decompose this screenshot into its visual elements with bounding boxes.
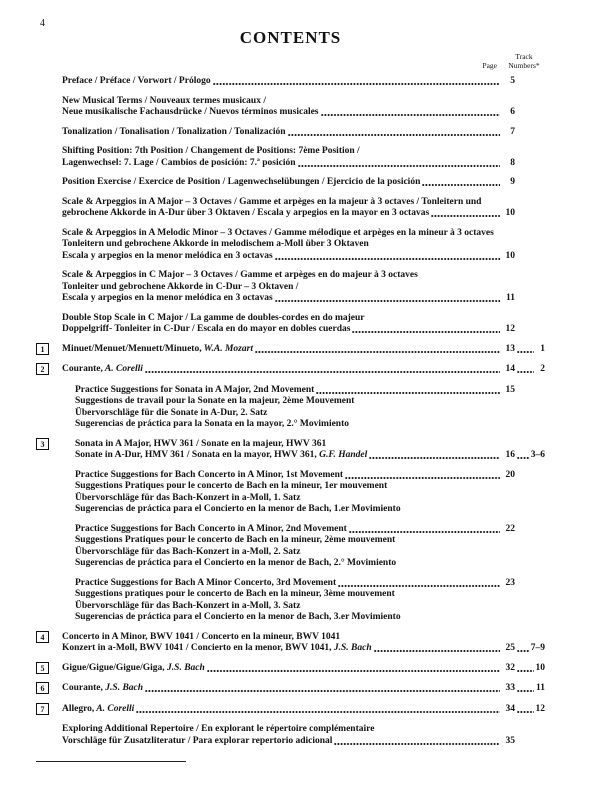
entry-text: gebrochene Akkorde in A-Dur über 3 Oktaven / Escala y arpegios en la mayor en 3 octavas <box>62 208 430 218</box>
entry-text: Practice Suggestions for Sonata in A Major, 2nd Movement <box>75 384 315 395</box>
entry-text: Lagenwechsel: 7. Lage / Cambios de posición: 7.ª posición <box>62 157 296 168</box>
dot-leader <box>352 330 500 334</box>
dot-leader <box>145 689 500 693</box>
entry-body <box>62 524 545 570</box>
entry-body <box>62 96 545 119</box>
dot-leader <box>207 669 500 673</box>
toc-line-with-page <box>62 736 545 748</box>
toc-line <box>62 96 545 108</box>
toc-line-with-page <box>62 76 545 88</box>
entry-text: Courante, <box>62 364 103 374</box>
dot-leader <box>275 299 500 303</box>
page-ref: 5 <box>510 76 515 86</box>
track-ref: 11 <box>536 683 545 693</box>
entry-text: Doppelgriff- Tonleiter in C-Dur / Escala en do mayor en dobles cuerdas <box>62 324 351 334</box>
entry-body <box>62 197 545 220</box>
entry-body <box>62 127 545 139</box>
entry-text: Neue musikalische Fachausdrücke / Nuevos términos musicales <box>62 107 319 117</box>
box-spacer <box>36 724 62 747</box>
dot-leader <box>145 370 500 374</box>
page-ref: 13 <box>505 343 515 354</box>
toc-entry <box>36 313 545 336</box>
entry-text: Suggestions Pratiques pour le concerto de Bach en la mineur, 2ème mouvement <box>75 535 396 545</box>
track-header-line2: Numbers* <box>508 61 540 70</box>
toc-line-with-page <box>75 470 545 482</box>
piece-number-box <box>36 344 62 357</box>
composer-name: J.S. Bach <box>164 662 205 673</box>
toc-line <box>75 481 545 493</box>
dot-leader <box>517 669 534 673</box>
toc-line-with-page <box>62 251 545 263</box>
track-ref: 3–6 <box>530 450 545 460</box>
box-spacer <box>36 313 62 336</box>
box-spacer <box>36 385 62 431</box>
page-ref: 11 <box>506 293 515 303</box>
toc-entry <box>36 632 545 655</box>
toc-line <box>62 197 545 209</box>
page-ref: 32 <box>505 662 515 673</box>
dot-leader <box>345 476 500 480</box>
toc-line <box>62 313 545 325</box>
box-spacer <box>36 177 62 189</box>
toc-entry <box>36 524 545 570</box>
dot-leader <box>213 82 500 86</box>
toc-line <box>75 493 545 505</box>
piece-number: 6 <box>36 682 49 694</box>
page-ref: 7 <box>510 126 515 137</box>
entry-text: Tonalization / Tonalisation / Tonalization / Tonalización <box>62 126 286 137</box>
entry-text: Practice Suggestions for Bach Concerto in A Minor, 1st Movement <box>75 469 344 480</box>
toc-line-with-page <box>75 524 545 536</box>
toc-line <box>75 396 545 408</box>
entry-text: Sonate in A-Dur, HMV 361 / Sonata en la mayor, HWV 361, <box>75 450 317 460</box>
entry-text: Übervorschläge für das Bach-Konzert in a-Moll, 2. Satz <box>75 546 301 557</box>
toc-entry <box>36 439 545 462</box>
page-ref: 33 <box>505 683 515 693</box>
page-title: CONTENTS <box>239 28 342 47</box>
toc-line-with-page <box>75 578 545 590</box>
track-ref: 7–9 <box>530 643 545 653</box>
entry-text: Übervorschläge für das Bach-Konzert in a-Moll, 3. Satz <box>75 600 301 611</box>
track-area <box>515 683 545 695</box>
toc-line <box>75 547 545 559</box>
box-spacer <box>36 578 62 624</box>
toc-line-with-page <box>62 364 545 376</box>
piece-number-box <box>36 632 62 655</box>
dot-leader <box>275 257 500 261</box>
entry-text: Escala y arpegios en la menor melódica en 3 octavas <box>62 250 273 261</box>
entry-text: Practice Suggestions for Bach A Minor Concerto, 3rd Movement <box>75 577 337 588</box>
entry-body <box>62 313 545 336</box>
entry-body <box>62 663 545 676</box>
toc-line <box>62 270 545 282</box>
entry-text: Sonata in A Major, HWV 361 / Sonate en la majeur, HWV 361 <box>75 438 327 449</box>
track-area <box>515 663 545 675</box>
dot-leader <box>338 584 500 588</box>
box-spacer <box>36 127 62 139</box>
dot-leader <box>517 649 530 653</box>
page-ref: 25 <box>505 643 515 653</box>
composer-name: J.S. Bach <box>331 643 372 653</box>
toc-line-with-page <box>62 663 545 675</box>
dot-leader <box>316 391 500 395</box>
piece-number-box <box>36 663 62 676</box>
toc-line <box>75 601 545 613</box>
toc-entry <box>36 578 545 624</box>
piece-number: 2 <box>36 363 49 375</box>
entry-text: Allegro, <box>62 703 95 714</box>
entry-text: Preface / Préface / Vorwort / Prólogo <box>62 76 211 86</box>
toc-line-with-page <box>62 683 545 695</box>
toc-line <box>75 408 545 420</box>
entry-text: Tonleiter und gebrochene Akkorde in C-Dur – 3 Oktaven / <box>62 281 299 292</box>
toc-entry <box>36 364 545 377</box>
track-header-line1: Track <box>515 52 533 61</box>
toc-entry <box>36 76 545 88</box>
dot-leader <box>374 649 500 653</box>
entry-text: New Musical Terms / Nouveaux termes musicaux / <box>62 95 266 106</box>
entry-body <box>62 228 545 263</box>
track-area <box>515 364 545 376</box>
box-spacer <box>36 96 62 119</box>
entry-text: Sugerencias de práctica para la Sonata en la mayor, 2.° Movimiento <box>75 419 350 429</box>
entry-body <box>62 177 545 189</box>
dot-leader <box>431 214 500 218</box>
track-numbers-column-header <box>503 52 545 70</box>
entry-text: Scale & Arpeggios in A Major – 3 Octaves / Gamme et arpèges en la majeur à 3 octaves / Tonleitern und <box>62 196 482 207</box>
toc-line <box>62 632 545 644</box>
toc-line-with-page <box>62 177 545 189</box>
entry-body <box>62 364 545 377</box>
toc-line-with-page <box>62 293 545 305</box>
entry-text: Minuet/Menuet/Menuett/Minueto, <box>62 343 202 354</box>
page-ref: 16 <box>505 450 515 460</box>
toc-line <box>75 589 545 601</box>
entry-text: Position Exercise / Exercice de Position / Lagenwechselübungen / Ejercicio de la posición <box>62 177 421 187</box>
toc-entry <box>36 683 545 696</box>
composer-name: A. Corelli <box>102 364 143 374</box>
dot-leader <box>517 689 534 693</box>
dot-leader <box>334 742 500 746</box>
piece-number: 3 <box>36 438 49 450</box>
page-ref: 23 <box>505 577 515 588</box>
composer-name: J.S. Bach <box>102 683 144 693</box>
entry-text: Scale & Arpeggios in A Melodic Minor – 3 Octaves / Gamme mélodique et arpèges en la mineur à 3 octaves <box>62 227 494 238</box>
track-ref: 10 <box>535 662 545 673</box>
entry-body <box>62 470 545 516</box>
entry-text: Suggestions de travail pour la Sonate en la majeur, 2ème Mouvement <box>75 396 355 406</box>
entry-text: Scale & Arpeggios in C Major – 3 Octaves / Gamme et arpèges en do majeur à 3 octaves <box>62 270 418 280</box>
track-area <box>515 344 545 356</box>
footnote-rule <box>36 761 186 762</box>
dot-leader <box>517 350 534 354</box>
dot-leader <box>298 164 501 168</box>
entry-body <box>62 344 545 357</box>
toc-entry <box>36 663 545 676</box>
entry-text: Concerto in A Minor, BWV 1041 / Concerto en la mineur, BWV 1041 <box>62 631 341 642</box>
toc-entry <box>36 96 545 119</box>
toc-entry <box>36 127 545 139</box>
piece-number: 4 <box>36 631 49 643</box>
track-area <box>515 704 545 716</box>
entry-body <box>62 632 545 655</box>
toc-line-with-page <box>62 158 545 170</box>
track-area <box>515 450 545 462</box>
toc-entry <box>36 270 545 305</box>
dot-leader <box>517 456 530 460</box>
entry-text: Konzert in a-Moll, BWV 1041 / Concierto en la menor, BWV 1041, <box>62 643 332 653</box>
toc-entry <box>36 344 545 357</box>
composer-name: G.F. Handel <box>316 450 368 460</box>
entry-text: Übervorschläge für das Bach-Konzert in a-Moll, 1. Satz <box>75 492 301 503</box>
entry-text: Escala y arpegios en la menor melódica en 3 octavas <box>62 293 273 303</box>
page-ref: 6 <box>510 107 515 117</box>
toc-entries <box>36 76 545 747</box>
dot-leader <box>517 370 534 374</box>
box-spacer <box>36 76 62 88</box>
page-ref: 8 <box>510 157 515 168</box>
track-ref: 12 <box>535 703 545 714</box>
entry-text: Suggestions Pratiques pour le concerto de Bach en la mineur, 1er mouvement <box>75 481 388 491</box>
toc-entry <box>36 177 545 189</box>
dot-leader <box>422 183 500 187</box>
toc-entry <box>36 470 545 516</box>
toc-line <box>62 228 545 240</box>
toc-line-with-page <box>62 127 545 139</box>
track-area <box>515 643 545 655</box>
box-spacer <box>36 228 62 263</box>
entry-text: Practice Suggestions for Bach Concerto in A Minor, 2nd Movement <box>75 523 347 534</box>
page-ref: 34 <box>505 703 515 714</box>
toc-line-with-page <box>62 704 545 716</box>
page-ref: 35 <box>505 735 515 746</box>
entry-body <box>62 683 545 696</box>
entry-body <box>62 385 545 431</box>
column-headers <box>36 48 545 70</box>
track-ref: 2 <box>540 364 545 374</box>
toc-line <box>62 146 545 158</box>
composer-name: W.A. Mozart <box>201 343 253 354</box>
entry-body <box>62 270 545 305</box>
entry-text: Double Stop Scale in C Major / La gamme de doubles-cordes en do majeur <box>62 312 365 323</box>
box-spacer <box>36 146 62 169</box>
toc-line-with-page <box>62 107 545 119</box>
entry-body <box>62 146 545 169</box>
toc-entry <box>36 228 545 263</box>
track-ref: 1 <box>540 343 545 354</box>
page-ref: 9 <box>510 177 515 187</box>
piece-number-box <box>36 364 62 377</box>
piece-number-box <box>36 704 62 717</box>
toc-line <box>62 724 545 736</box>
entry-text: Suggestions pratiques pour le concerto de Bach en la mineur, 3ème mouvement <box>75 589 395 599</box>
dot-leader <box>369 456 500 460</box>
toc-line <box>75 612 545 624</box>
entry-text: Courante, <box>62 683 103 693</box>
page-column-header: Page <box>482 61 497 70</box>
piece-number-box <box>36 683 62 696</box>
entry-text: Sugerencias de práctica para el Concierto en la menor de Bach, 2.° Movimiento <box>75 558 397 568</box>
page-ref: 22 <box>505 523 515 534</box>
entry-body <box>62 439 545 462</box>
toc-line-with-page <box>62 324 545 336</box>
toc-line-with-page <box>75 450 545 462</box>
dot-leader <box>321 113 501 117</box>
entry-body <box>62 76 545 88</box>
toc-entry <box>36 724 545 747</box>
toc-line-with-page <box>62 643 545 655</box>
piece-number: 1 <box>36 343 49 355</box>
composer-name: A. Corelli <box>94 703 135 714</box>
page-ref: 10 <box>505 250 515 261</box>
toc-line <box>62 282 545 294</box>
entry-body <box>62 578 545 624</box>
dot-leader <box>349 530 500 534</box>
page-ref: 12 <box>505 324 515 334</box>
piece-number: 5 <box>36 662 49 674</box>
entry-text: Exploring Additional Repertoire / En explorant le répertoire complémentaire <box>62 724 375 734</box>
dot-leader <box>255 350 500 354</box>
box-spacer <box>36 524 62 570</box>
page-ref: 15 <box>505 384 515 395</box>
toc-line-with-page <box>75 385 545 397</box>
page-ref: 14 <box>505 364 515 374</box>
entry-body <box>62 704 545 717</box>
toc-line <box>75 558 545 570</box>
box-spacer <box>36 197 62 220</box>
box-spacer <box>36 270 62 305</box>
toc-line-with-page <box>62 344 545 356</box>
piece-number-box <box>36 439 62 462</box>
toc-line <box>75 439 545 451</box>
dot-leader <box>517 710 534 714</box>
entry-text: Gigue/Gigue/Gigue/Giga, <box>62 662 165 673</box>
entry-body <box>62 724 545 747</box>
toc-line <box>62 239 545 251</box>
toc-line <box>75 504 545 516</box>
entry-text: Sugerencias de práctica para el Concierto en la menor de Bach, 3.er Movimiento <box>75 612 401 622</box>
toc-entry <box>36 146 545 169</box>
toc-entry <box>36 704 545 717</box>
entry-text: Shifting Position: 7th Position / Changement de Positions: 7ème Position / <box>62 146 360 156</box>
entry-text: Übervorschläge für die Sonate in A-Dur, 2. Satz <box>75 407 268 418</box>
toc-line <box>75 419 545 431</box>
piece-number: 7 <box>36 703 49 715</box>
page-ref: 10 <box>505 208 515 218</box>
dot-leader <box>288 133 500 137</box>
box-spacer <box>36 470 62 516</box>
entry-text: Vorschläge für Zusatzliteratur / Para explorar repertorio adicional <box>62 735 333 746</box>
entry-text: Sugerencias de práctica para el Concierto en la menor de Bach, 1.er Movimiento <box>75 504 401 514</box>
entry-text: Tonleitern und gebrochene Akkorde in melodischem a-Moll über 3 Oktaven <box>62 239 369 249</box>
toc-line <box>75 535 545 547</box>
toc-line-with-page <box>62 208 545 220</box>
page-ref: 20 <box>505 469 515 480</box>
dot-leader <box>136 710 500 714</box>
toc-entry <box>36 197 545 220</box>
page-number-folio: 4 <box>40 18 45 29</box>
toc-entry <box>36 385 545 431</box>
